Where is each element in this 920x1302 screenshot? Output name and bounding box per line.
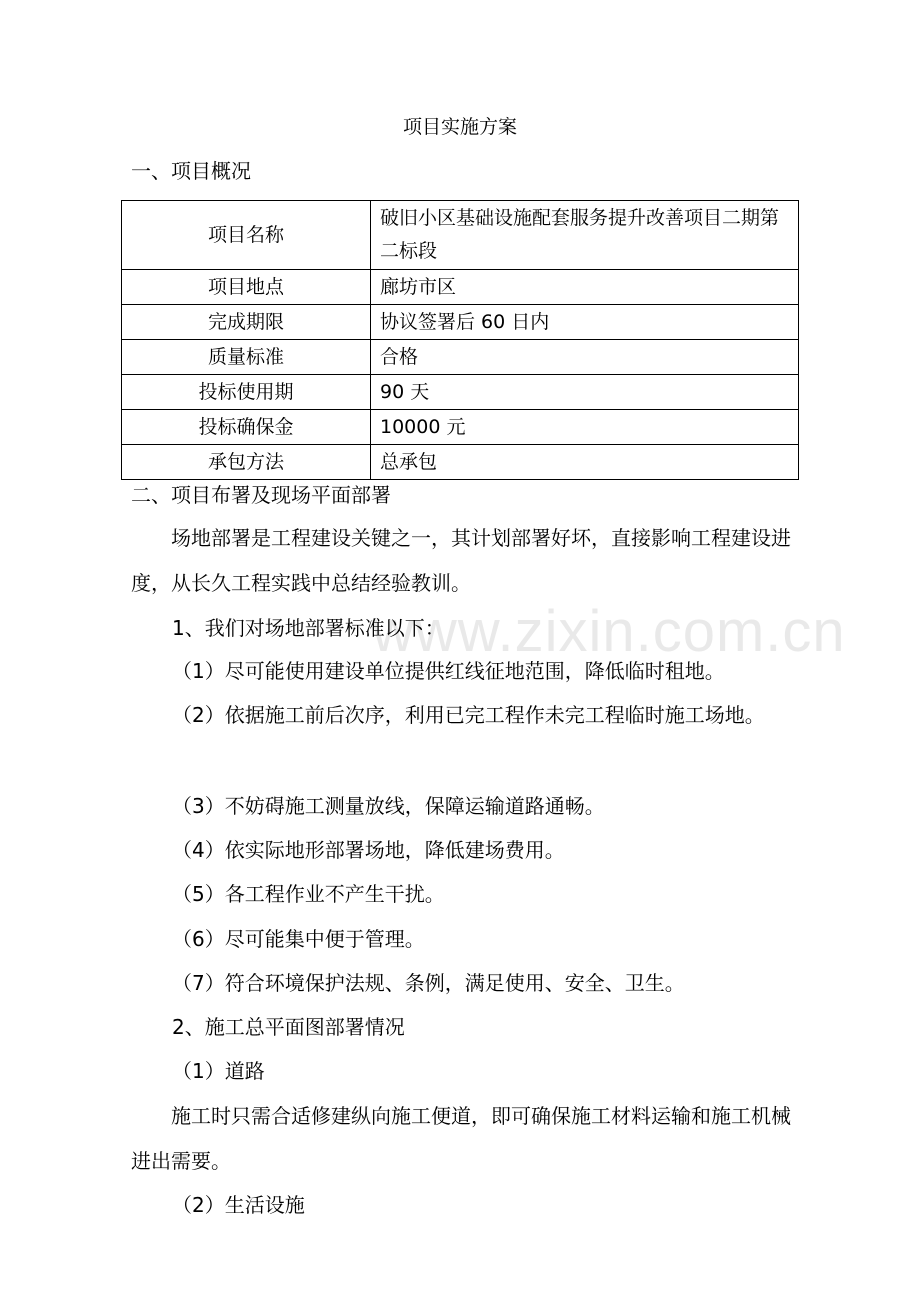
list-item: （2）依据施工前后次序，利用已完工程作未完工程临时施工场地。 [172, 703, 765, 727]
list-item: （4）依实际地形部署场地，降低建场费用。 [172, 838, 565, 862]
table-value-cell: 合格 [371, 340, 799, 375]
intro-paragraph: 场地部署是工程建设关键之一，其计划部署好坏，直接影响工程建设进度，从长久工程实践中总结经验教训。 [131, 526, 791, 595]
table-value-cell: 10000 元 [371, 410, 799, 445]
table-label-cell: 承包方法 [122, 445, 371, 480]
table-row [122, 201, 799, 270]
table-label-cell: 质量标准 [122, 340, 371, 375]
list-item: （5）各工程作业不产生干扰。 [172, 882, 445, 906]
road-paragraph: 施工时只需合适修建纵向施工便道，即可确保施工材料运输和施工机械进出需要。 [131, 1104, 791, 1173]
project-overview-table [121, 200, 799, 480]
road-heading: （1）道路 [172, 1059, 265, 1083]
list-item: （1）尽可能使用建设单位提供红线征地范围，降低临时租地。 [172, 659, 725, 683]
table-row [122, 305, 799, 340]
table-row [122, 445, 799, 480]
table-label-cell: 完成期限 [122, 305, 371, 340]
table-label-cell: 项目名称 [122, 201, 371, 270]
table-row [122, 270, 799, 305]
list-item: （6）尽可能集中便于管理。 [172, 927, 425, 951]
section-2-heading: 二、项目布署及现场平面部署 [131, 483, 391, 507]
table-value-cell: 破旧小区基础设施配套服务提升改善项目二期第二标段 [371, 201, 799, 270]
table-row [122, 340, 799, 375]
list-item: （3）不妨碍施工测量放线，保障运输道路通畅。 [172, 794, 605, 818]
document-title: 项目实施方案 [402, 116, 517, 138]
table-label-cell: 投标使用期 [122, 375, 371, 410]
sub-heading-2: 2、施工总平面图部署情况 [172, 1015, 405, 1039]
watermark: www.zixin.com.cn [372, 599, 846, 664]
list-item: （7）符合环境保护法规、条例，满足使用、安全、卫生。 [172, 971, 685, 995]
table-value-cell: 协议签署后 60 日内 [371, 305, 799, 340]
table-row [122, 375, 799, 410]
table-label-cell: 投标确保金 [122, 410, 371, 445]
sub-heading-1: 1、我们对场地部署标准以下： [172, 616, 445, 640]
table-label-cell: 项目地点 [122, 270, 371, 305]
section-1-heading: 一、项目概况 [131, 159, 251, 183]
table-value-cell: 廊坊市区 [371, 270, 799, 305]
table-row [122, 410, 799, 445]
table-value-cell: 总承包 [371, 445, 799, 480]
living-facilities-heading: （2）生活设施 [172, 1193, 305, 1217]
table-value-cell: 90 天 [371, 375, 799, 410]
